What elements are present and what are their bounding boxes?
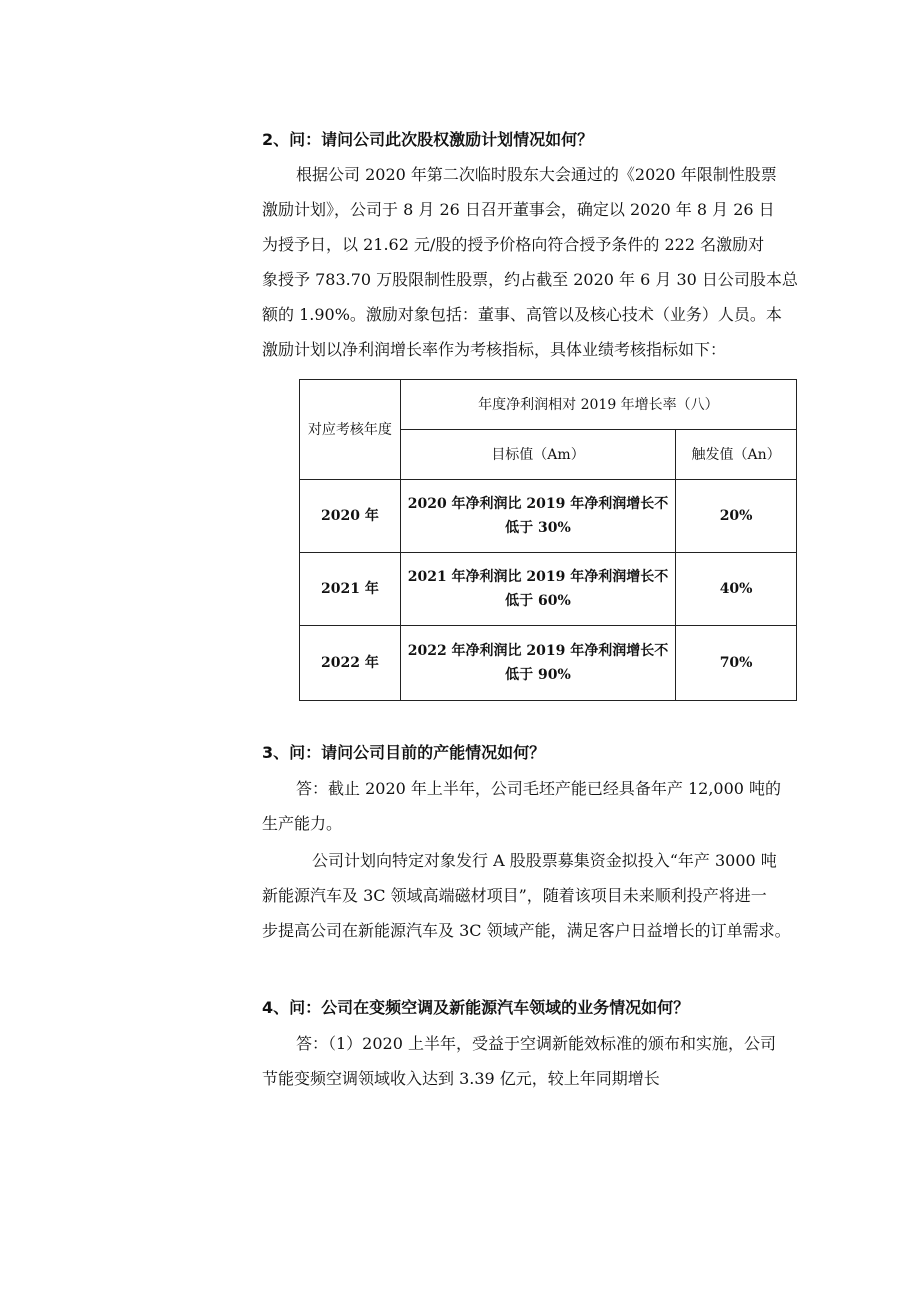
paragraph-line: 激励计划》，公司于 8 月 26 日召开董事会，确定以 2020 年 8 月 26 日 (262, 200, 775, 219)
table-header-row (300, 380, 797, 430)
year-cell: 2020 年 (300, 480, 401, 553)
trigger-value-header: 触发值（An） (676, 430, 797, 480)
table-row (300, 553, 797, 626)
table-row (300, 626, 797, 701)
paragraph-line: 象授予 783.70 万股限制性股票，约占截至 2020 年 6 月 30 日公司股本总 (262, 270, 798, 289)
paragraph-line: 公司计划向特定对象发行 A 股股票募集资金拟投入“年产 3000 吨 (312, 851, 777, 870)
year-cell: 2022 年 (300, 626, 401, 701)
question-4-heading: 4、问：公司在变频空调及新能源汽车领域的业务情况如何？ (262, 998, 690, 1017)
paragraph-line: 根据公司 2020 年第二次临时股东大会通过的《2020 年限制性股票 (296, 165, 777, 184)
trigger-cell: 70% (676, 626, 797, 701)
paragraph-line: 为授予日，以 21.62 元/股的授予价格向符合授予条件的 222 名激励对 (262, 235, 765, 254)
trigger-cell: 40% (676, 553, 797, 626)
question-2-paragraph (262, 157, 802, 367)
year-cell: 2021 年 (300, 553, 401, 626)
table-row (300, 480, 797, 553)
paragraph-line: 节能变频空调领域收入达到 3.39 亿元，较上年同期增长 (262, 1069, 660, 1088)
paragraph-line: 生产能力。 (262, 814, 343, 833)
question-2-heading: 2、问：请问公司此次股权激励计划情况如何？ (262, 130, 594, 149)
paragraph-line: 新能源汽车及 3C 领域高端磁材项目”，随着该项目未来顺利投产将进一 (262, 886, 767, 905)
growth-rate-group-header: 年度净利润相对 2019 年增长率（八） (400, 380, 796, 430)
question-4-answer (262, 1026, 802, 1096)
target-value-header: 目标值（Am） (400, 430, 675, 480)
paragraph-line: 答：（1）2020 上半年，受益于空调新能效标准的颁布和实施，公司 (296, 1034, 776, 1053)
target-cell: 2021 年净利润比 2019 年净利润增长不低于 60% (400, 553, 675, 626)
performance-target-table (299, 379, 797, 701)
question-3-answer (262, 771, 802, 841)
target-cell: 2022 年净利润比 2019 年净利润增长不低于 90% (400, 626, 675, 701)
paragraph-line: 额的 1.90%。激励对象包括：董事、高管以及核心技术（业务）人员。本 (262, 305, 782, 324)
paragraph-line: 步提高公司在新能源汽车及 3C 领域产能，满足客户日益增长的订单需求。 (262, 921, 791, 940)
year-column-header: 对应考核年度 (300, 380, 401, 480)
paragraph-line: 激励计划以净利润增长率作为考核指标，具体业绩考核指标如下： (262, 340, 727, 359)
trigger-cell: 20% (676, 480, 797, 553)
target-cell: 2020 年净利润比 2019 年净利润增长不低于 30% (400, 480, 675, 553)
question-3-plan-paragraph (262, 843, 802, 948)
paragraph-line: 答：截止 2020 年上半年，公司毛坯产能已经具备年产 12,000 吨的 (296, 779, 782, 798)
question-3-heading: 3、问：请问公司目前的产能情况如何？ (262, 743, 546, 762)
